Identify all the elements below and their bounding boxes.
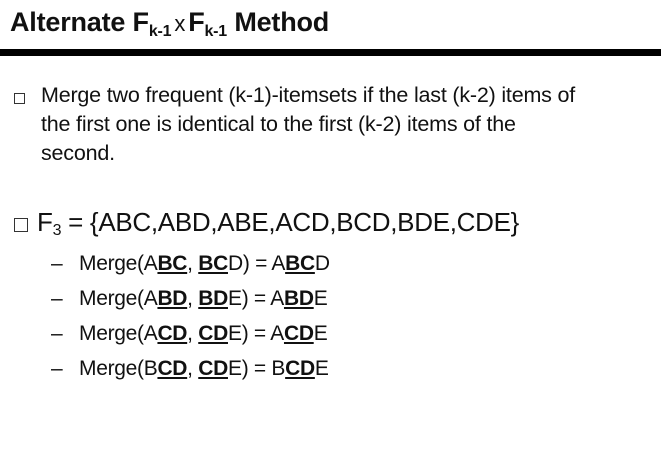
times-symbol: x — [174, 11, 186, 36]
square-bullet-icon — [14, 218, 28, 232]
title-subscript-1: k-1 — [148, 23, 172, 40]
square-bullet-icon — [14, 93, 25, 104]
merge-rule-text — [41, 81, 661, 168]
merge-example: – Merge(ABC, BCD) = ABCD — [51, 246, 330, 281]
merge-rule-line-1: Merge two frequent (k-1)-itemsets if the last (k-2) items of — [41, 83, 576, 107]
merge-example: – Merge(BCD, CDE) = BCDE — [51, 351, 330, 386]
merge-example: – Merge(ACD, CDE) = ACDE — [51, 316, 330, 351]
merge-examples-list — [51, 246, 330, 386]
dash-bullet: – — [51, 252, 63, 275]
merge-rule-line-3: second. — [41, 141, 115, 165]
title-divider — [0, 49, 661, 56]
merge-example: – Merge(ABD, BDE) = ABDE — [51, 281, 330, 316]
dash-bullet: – — [51, 322, 63, 345]
slide-title: Alternate $F_{k-1}$ x $F_{k-1}$ Method — [10, 7, 330, 40]
itemset-subscript: 3 — [52, 222, 62, 239]
title-subscript-2: k-1 — [204, 23, 228, 40]
dash-bullet: – — [51, 357, 63, 380]
merge-rule-line-2: the first one is identical to the first (k-2) items of the — [41, 112, 516, 136]
frequent-itemsets-line: $F_3 = \{ABC,ABD,ABE,ACD,BCD,BDE,CDE\}$ — [37, 207, 520, 239]
dash-bullet: – — [51, 287, 63, 310]
